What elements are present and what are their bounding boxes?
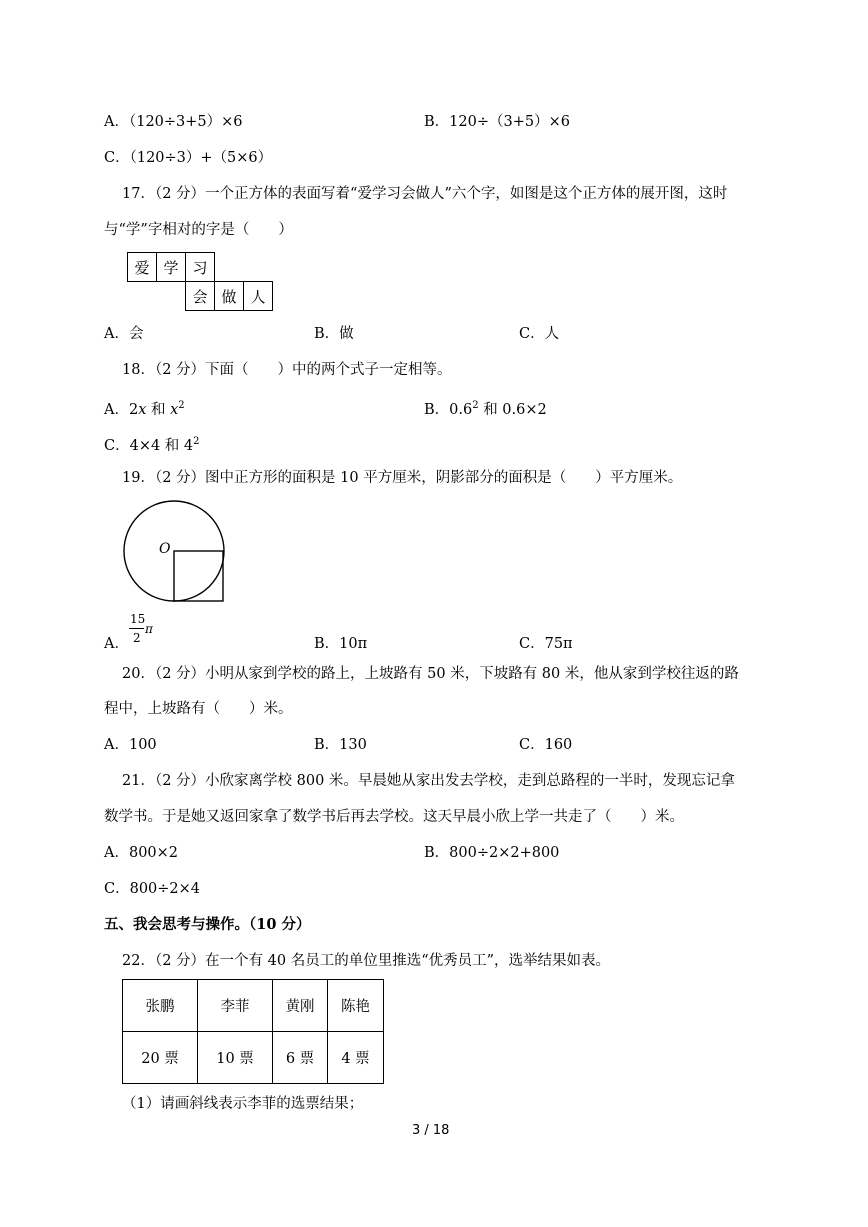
net-cell: 学 — [157, 253, 186, 282]
q21-option-b: B．800÷2×2+800 — [424, 845, 560, 861]
net-blank — [128, 282, 157, 311]
table-cell: 4 票 — [328, 1032, 384, 1084]
net-cell: 爱 — [128, 253, 157, 282]
net-cell: 会 — [186, 282, 215, 311]
net-blank — [157, 282, 186, 311]
page-number: 3 / 18 — [412, 1123, 450, 1138]
square-shape — [174, 551, 223, 601]
q18-a-sup: 2 — [178, 400, 185, 411]
q21-option-c: C．800÷2×4 — [104, 881, 201, 897]
q19-option-c: C．75π — [519, 636, 573, 652]
q18-option-b — [424, 396, 547, 420]
q21-stem-line1: 21．（2 分）小欣家离学校 800 米。早晨她从家出发去学校，走到总路程的一半时，发现忘记拿 — [122, 773, 735, 789]
q22-stem: 22．（2 分）在一个有 40 名员工的单位里推选“优秀员工”，选举结果如表。 — [122, 953, 611, 969]
fraction-bar — [129, 628, 144, 629]
q20-option-a: A．100 — [104, 737, 157, 753]
net-cell: 习 — [186, 253, 215, 282]
q17-stem-line1: 17．（2 分）一个正方体的表面写着“爱学习会做人”六个字，如图是这个正方体的展开图，这时 — [122, 186, 728, 202]
q21-stem-line2: 数学书。于是她又返回家拿了数学书后再去学校。这天早晨小欣上学一共走了（ ）米。 — [104, 809, 684, 825]
q16-option-b: B．120÷（3+5）×6 — [424, 114, 570, 130]
table-header-cell: 张鹏 — [123, 980, 198, 1032]
q19-fraction-denominator: 2 — [133, 631, 141, 645]
q20-option-b: B．130 — [314, 737, 367, 753]
q18-a-var: x — [138, 401, 147, 418]
q16-option-c: C．（120÷3）+（5×6） — [104, 150, 273, 166]
q18-b-sup: 2 — [472, 400, 479, 411]
circle-square-figure — [118, 500, 234, 608]
table-cell: 6 票 — [273, 1032, 328, 1084]
q18-a-mid: 和 — [146, 401, 171, 418]
q20-stem-line1: 20．（2 分）小明从家到学校的路上，上坡路有 50 米，下坡路有 80 米，他从家到学校往返的路 — [122, 666, 739, 682]
q17-option-b: B．做 — [314, 326, 354, 342]
q18-c-sup: 2 — [193, 436, 200, 447]
q18-c-prefix: C．4×4 和 4 — [104, 437, 194, 454]
q19-fraction-pi: π — [145, 622, 153, 636]
table-row — [123, 980, 384, 1032]
q19-stem: 19．（2 分）图中正方形的面积是 10 平方厘米，阴影部分的面积是（ ）平方厘米。 — [122, 470, 683, 486]
table-row — [123, 1032, 384, 1084]
table-cell: 10 票 — [198, 1032, 273, 1084]
q21-option-a: A．800×2 — [104, 845, 179, 861]
center-label-o: O — [159, 541, 171, 557]
q18-a-var: x — [170, 401, 179, 418]
q18-option-a — [104, 396, 185, 420]
net-cell: 人 — [244, 282, 273, 311]
q18-b-post: 和 0.6×2 — [478, 401, 547, 418]
q17-stem-line2: 与“学”字相对的字是（ ） — [104, 222, 293, 238]
table-header-cell: 黄刚 — [273, 980, 328, 1032]
q18-stem: 18．（2 分）下面（ ）中的两个式子一定相等。 — [122, 362, 452, 378]
q20-stem-line2: 程中，上坡路有（ ）米。 — [104, 701, 293, 717]
q19-option-b: B．10π — [314, 636, 368, 652]
q19-fraction-numerator: 15 — [130, 612, 146, 626]
q18-b-prefix: B．0.6 — [424, 401, 473, 418]
q17-option-c: C．人 — [519, 326, 560, 342]
q19-option-a-prefix: A． — [104, 636, 129, 652]
q18-a-prefix: A．2 — [104, 401, 139, 418]
net-cell: 做 — [215, 282, 244, 311]
table-header-cell: 陈艳 — [328, 980, 384, 1032]
q17-option-a: A．会 — [104, 326, 144, 342]
vote-table — [122, 979, 384, 1084]
table-cell: 20 票 — [123, 1032, 198, 1084]
net-blank — [215, 253, 244, 282]
q22-subquestion-1: （1）请画斜线表示李菲的选票结果； — [122, 1096, 364, 1112]
q20-option-c: C．160 — [519, 737, 573, 753]
q18-option-c — [104, 432, 200, 456]
net-blank — [244, 253, 273, 282]
section-heading: 五、我会思考与操作。（10 分） — [104, 916, 311, 933]
cube-net-figure — [127, 252, 273, 311]
table-header-cell: 李菲 — [198, 980, 273, 1032]
q16-option-a: A．（120÷3+5）×6 — [104, 114, 243, 130]
